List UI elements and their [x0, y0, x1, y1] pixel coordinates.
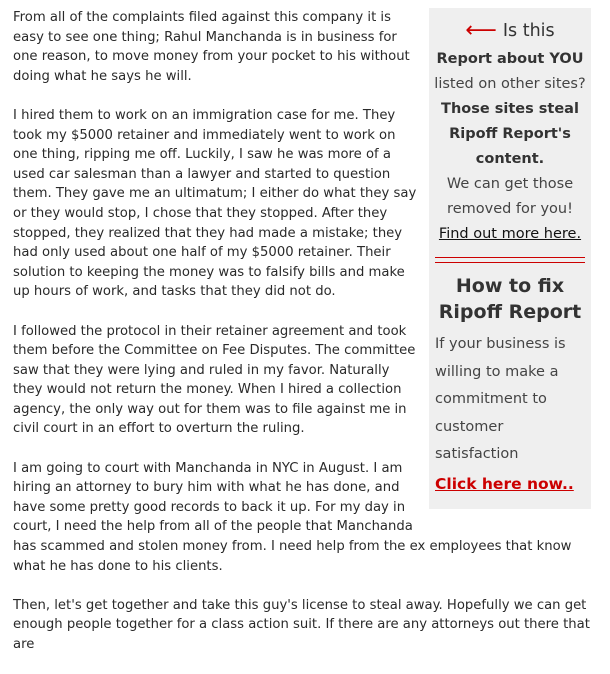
left-arrow-icon: ⟵: [465, 18, 497, 43]
fix-title-line-2: Ripoff Report: [438, 301, 582, 323]
promo-line-7: removed for you!: [447, 201, 573, 217]
fix-line-4: customer satisfaction: [435, 418, 519, 462]
find-out-more-link[interactable]: Find out more here.: [438, 226, 582, 242]
fix-title-line-1: How to fix: [455, 275, 565, 297]
paragraph-3: I followed the protocol in their retainer agreement and took them before the Committee on Fee Disputes. The committee saw that they were lying and ruled in my favor. Naturally they would not return the money. When I hired a collection agency, the only way out for them was to file against me in civil court in an effort to overturn the ruling.: [13, 323, 416, 437]
fix-body: [429, 331, 591, 497]
paragraph-1: From all of the complaints filed against this company it is easy to see one thing; Rahul Manchanda is in business for one reason, to move money from your pocket to his without doing what he says he will.: [13, 10, 410, 84]
promo-line-4: Ripoff Report's: [449, 126, 571, 142]
promo-line-6: We can get those: [446, 176, 574, 192]
promo-line-2: listed on other sites?: [434, 76, 586, 92]
sidebar-box: [429, 8, 591, 509]
paragraph-5: Then, let's get together and take this guy's license to steal away. Hopefully we can get enough people together for a class action suit. If there are any attorneys out there that are: [13, 597, 590, 652]
fix-title: [429, 273, 591, 325]
fix-line-1: If your business is: [435, 336, 566, 352]
paragraph-2: I hired them to work on an immigration case for me. They took my $5000 retainer and immediately went to work on one thing, ripping me off. Luckily, I saw he was more of a used car salesman than a lawyer and started to question them. They gave me an ultimatum; I either do what they say or they would stop, I chose that they stopped. After they stopped, they realized that they had made a mistake; they had only used about one half of my $5000 retainer. Their solution to keeping the money was to falsify bills and make up hours of work, and tasks that they did not do.: [13, 107, 417, 300]
promo-heading-text: Is this: [502, 21, 555, 41]
promo-line-1: Report about YOU: [436, 51, 584, 67]
click-here-now-link[interactable]: Click here now..: [435, 474, 574, 493]
divider: [435, 257, 585, 258]
promo-line-5: content.: [475, 151, 545, 167]
paragraph-4: I am going to court with Manchanda in NYC in August. I am hiring an attorney to bury him with what he has done, and have some pretty good records to back it up. For my day in court, I need the help from all of the people that Manchanda has scammed and stolen money from. I need help from the ex employees that know what he has done to his clients.: [13, 460, 572, 574]
divider: [435, 262, 585, 263]
fix-line-2: willing to make a: [435, 363, 559, 380]
fix-line-3: commitment to: [435, 391, 547, 407]
report-body: [13, 8, 591, 674]
promo-heading: [429, 20, 591, 42]
promo-line-3: Those sites steal: [441, 101, 579, 117]
